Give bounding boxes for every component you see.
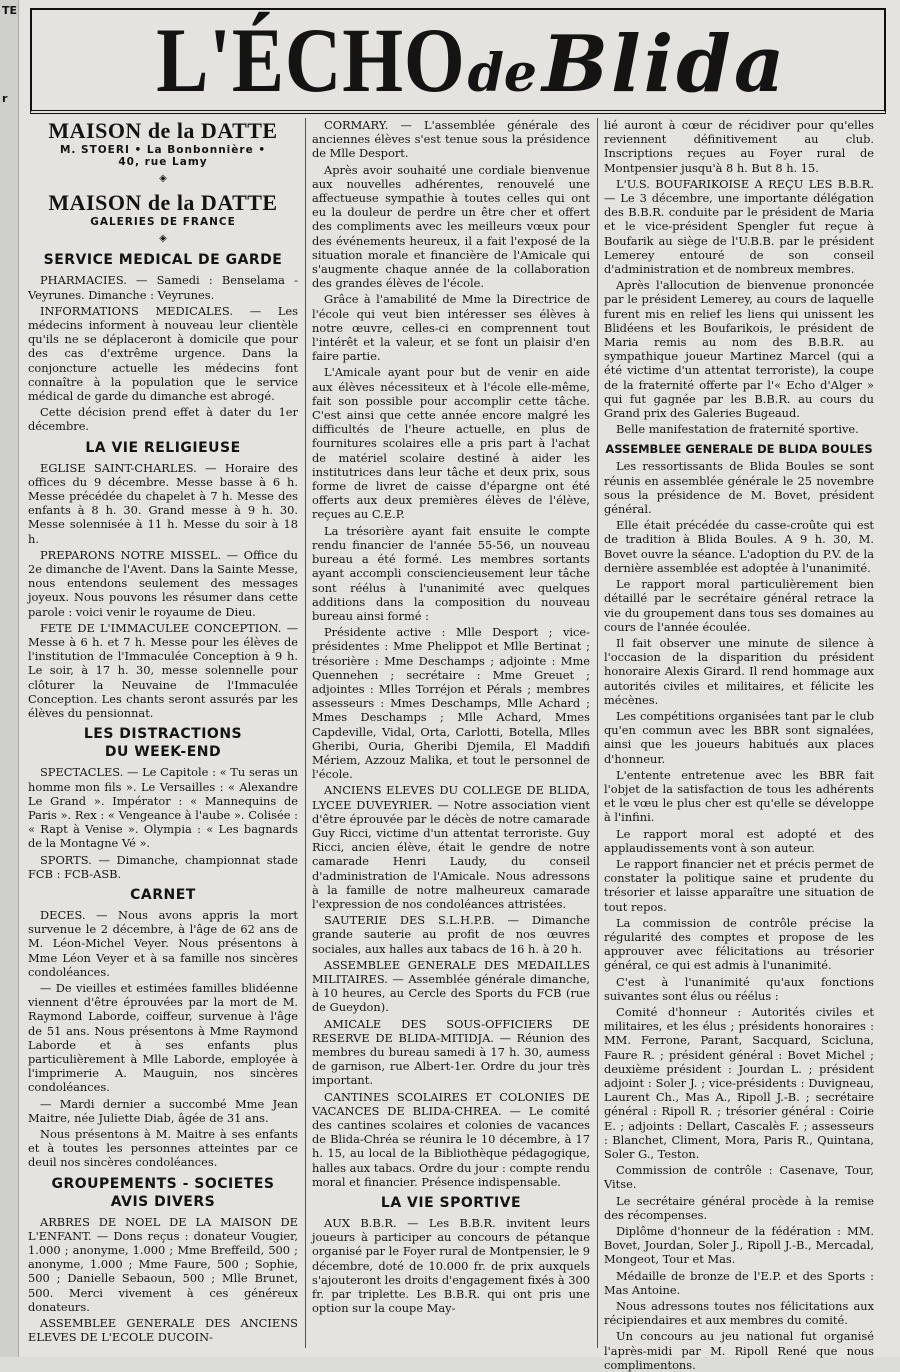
paragraph-rapport-moral: Le rapport moral particulièrement bien détaillé par le secrétaire général retrace la vie du groupement dans tous ses domaines au cours de l'année écoulée. [604, 577, 874, 634]
heading-distractions: LES DISTRACTIONS [83, 726, 243, 743]
paragraph-anciens-eleves: ANCIENS ELEVES DU COLLEGE DE BLIDA, LYCEE DUVEYRIER. — Notre association vient d'être éprouvée par le décès de notre camarade Guy Ricci, victime d'un attentat terroriste. Guy Ricci, ancien élève, était le gendre de notre camarade Henri Laudy, du conseil d'administration de l'Amicale. Nous adressons à la famille de notre malheureux camarade l'expression de nos condoléances attristées. [312, 783, 590, 911]
paragraph-pharmacies: PHARMACIES. — Samedi : Benselama - Veyrunes. Dimanche : Veyrunes. [28, 273, 298, 302]
paragraph-concours: Un concours au jeu national fut organisé l'après-midi par M. Ripoll René que nous complimentons. [604, 1329, 874, 1372]
paragraph-commission: Commission de contrôle : Casenave, Tour, Vitse. [604, 1163, 874, 1192]
adjacent-page-edge [0, 0, 19, 1357]
column-3 [604, 118, 874, 1372]
paragraph-arbres-noel: ARBRES DE NOEL DE LA MAISON DE L'ENFANT. — Dons reçus : donateur Vougier, 1.000 ; anonyme, 1.000 ; Mme Breffeild, 500 ; anonyme, 1.000 ; Mme Faure, 500 ; Sophie, 500 ; Danielle Sebaoun, 500 ; Mlle Brunet, 500. Merci vivement à ces généreux donateurs. [28, 1214, 298, 1314]
advert-maison-datte-2 [28, 190, 298, 228]
paragraph-laborde: — De vieilles et estimées familles blidéenne viennent d'être éprouvées par la mort de M. Raymond Laborde, coiffeur, survenue à l'âge de 51 ans. Nous présentons à Mme Raymond Laborde et à ses enfants plus particulièrement à Mlle Laborde, employée à l'imprimerie A. Mauguin, nos sincères condoléances. [28, 980, 298, 1095]
paragraph-assemblee-ducoin: ASSEMBLEE GENERALE DES ANCIENS ELEVES DE L'ECOLE DUCOIN- [28, 1316, 298, 1345]
paragraph-continuation: lié auront à cœur de récidiver pour qu'elles reviennent définitivement au club. Inscriptions reçues au Foyer rural de Montpensier jusqu'à 8 h. But 8 h. 15. [604, 118, 874, 175]
heading-week-end: DU WEEK-END [104, 744, 222, 761]
advert-title: MAISON de la DATTE [48, 118, 278, 143]
paragraph-diplome: Diplôme d'honneur de la fédération : MM. Bovet, Jourdan, Soler J., Ripoll J.-B., Mercadal, Mongeot, Tour et Mas. [604, 1224, 874, 1267]
advert-address: 40, rue Lamy [118, 156, 208, 168]
edge-fragment-top: TE [2, 4, 18, 17]
advert-title: MAISON de la DATTE [48, 190, 278, 216]
paragraph-recompenses: Le secrétaire général procède à la remise des récompenses. [604, 1193, 874, 1222]
paragraph-directrice: Grâce à l'amabilité de Mme la Directrice de l'école qui veut bien intéresser ses élèves à notre œuvre, celles-ci en comprennent tout l'intérêt et la valeur, et se font un plaisir d'en faire partie. [312, 292, 590, 364]
heading-blida-boules: ASSEMBLEE GENERALE DE BLIDA BOULES [605, 442, 873, 457]
masthead [30, 8, 886, 114]
paragraph-us-boufarikoise: L'U.S. BOUFARIKOISE A REÇU LES B.B.R. — Le 3 décembre, une importante délégation des B.B.R. conduite par le président de Maria et le vice-président Spengler fut reçue à Boufarik au siège de l'U.B.B. par le président Lemerey entouré de son conseil d'administration et de nombreux membres. [604, 176, 874, 277]
paragraph-fraternite: Belle manifestation de fraternité sportive. [616, 422, 859, 437]
paragraph-mardi: — Mardi dernier a succombé Mme Jean Maitre, née Juliette Diab, âgée de 31 ans. [28, 1096, 298, 1125]
paragraph-commission-controle: La commission de contrôle précise la régularité des comptes et propose de les approuver avec félicitations au trésorier général, ce qui est admis à l'unanimité. [604, 915, 874, 973]
heading-carnet: CARNET [130, 886, 196, 903]
diamond-ornament-icon: ◈ [159, 233, 167, 245]
paragraph-spectacles: SPECTACLES. — Le Capitole : « Tu seras un homme mon fils ». Le Versailles : « Alexandre Le Grand ». Impérator : « Mannequins de Paris ». Rex : « Vengeance à l'aube ». Colisée : « Rapt à Venise ». Olympia : « Les bagnards de la Montagne Vé ». [28, 765, 298, 851]
paragraph-sports: SPORTS. — Dimanche, championnat stade FCB : FCB-ASB. [28, 852, 298, 881]
paragraph-informations-medicales: INFORMATIONS MEDICALES. — Les médecins informent à nouveau leur clientèle qu'ils ne se déplaceront à domicile que pour des cas d'extrême urgence. Dans la conjoncture actuelle les médecins font connaître à la population que le service médical de garde du dimanche est abrogé. [28, 303, 298, 404]
heading-avis-divers: AVIS DIVERS [110, 1193, 216, 1210]
paragraph-minute-silence: Il fait observer une minute de silence à l'occasion de la disparition du président honoraire Alexis Girard. Il rend hommage aux autorités civiles et militaires, et félicite les mécènes. [604, 635, 874, 707]
paragraph-sous-officiers: AMICALE DES SOUS-OFFICIERS DE RESERVE DE BLIDA-MITIDJA. — Réunion des membres du bureau samedi à 17 h. 30, aumess de garnison, rue Albert-1er. Ordre du jour très important. [312, 1016, 590, 1088]
paragraph-ressortissants: Les ressortissants de Blida Boules se sont réunis en assemblée générale le 25 novembre sous la présidence de M. Bovet, président général. [604, 459, 874, 517]
paragraph-entente: L'entente entretenue avec les BBR fait l'objet de la satisfaction de tous les adhérents et le vœu le plus cher est qu'elle se développe à l'infini. [604, 767, 874, 825]
heading-vie-religieuse: LA VIE RELIGIEUSE [85, 439, 241, 456]
column-1 [28, 118, 298, 1348]
paragraph-comite-honneur: Comité d'honneur : Autorités civiles et militaires, et les élus ; présidents honoraires : MM. Ferrone, Parant, Sacquard, Scicluna, Faure R. ; président général : Bovet Michel ; deuxième président : Jourdan L. ; président adjoint : Soler J. ; vice-présidents : Duvigneau, Laurent Ch., Mas A., Ripoll J.-B. ; secrétaire général : Ripoll R. ; trésorier général : Coirie E. ; adjoints : Dellart, Cascalès F. ; assesseurs : Blanchet, Climent, Mora, Paris R., Quintana, Soler G., Teston. [604, 1004, 874, 1162]
column-2 [312, 118, 590, 1348]
paragraph-sauterie: SAUTERIE DES S.L.H.P.B. — Dimanche grande sauterie au profit de nos œuvres sociales, aux halles aux tabacs de 16 h. à 20 h. [312, 913, 590, 956]
paragraph-bbr: AUX B.B.R. — Les B.B.R. invitent leurs joueurs à participer au concours de pétanque organisé par le Foyer rural de Montpensier, le 9 décembre, doté de 10.000 fr. de prix auxquels s'ajouteront les droits d'engagement fixés à 300 fr. par triplette. Les B.B.R. qui ont pris une option sur la coupe May- [312, 1216, 590, 1316]
heading-groupements: GROUPEMENTS - SOCIETES [51, 1175, 275, 1192]
paragraph-deces: DECES. — Nous avons appris la mort survenue le 2 décembre, à l'âge de 62 ans de M. Léon-Michel Veyer. Nous présentons à Mme Léon Veyer et à sa famille nos sincères condoléances. [28, 907, 298, 979]
paragraph-rapport-adopte: Le rapport moral est adopté et des applaudissements vont à son auteur. [604, 826, 874, 855]
paragraph-rapport-financier: Le rapport financier net et précis permet de constater la politique saine et prudente du trésorier et laisse apparaître une situation de tout repos. [604, 856, 874, 914]
masthead-de: de [467, 43, 538, 104]
paragraph-eglise: EGLISE SAINT-CHARLES. — Horaire des offices du 9 décembre. Messe basse à 6 h. Messe précédée du chapelet à 7 h. Messe des enfants à 8 h. 30. Grand messe à 9 h. 30. Messe solennisée à 11 h. Messe du soir à 18 h. [28, 460, 298, 546]
heading-vie-sportive: LA VIE SPORTIVE [380, 1195, 522, 1212]
column-rule-2 [597, 118, 598, 1348]
paragraph-medailles: ASSEMBLEE GENERALE DES MEDAILLES MILITAIRES. — Assemblée générale dimanche, à 10 heures, au Cercle des Sports du FCB (rue de Gueydon). [312, 957, 590, 1015]
column-rule-1 [305, 118, 306, 1348]
paragraph-allocution: Après l'allocution de bienvenue prononcée par le président Lemerey, au cours de laquelle furent mis en relief les liens qui unissent les Blidéens et les Boufarikois, le président de Maria remis au nom des B.B.R. au sympathique joueur Martinez Marcel (qui a été victime d'un attentat terroriste), la coupe de la fraternité offerte par l'« Echo d'Alger » qui fut gagnée par les B.B.R. au cours du Grand prix des Galeries Bugeaud. [604, 278, 874, 421]
paragraph-unanimite: C'est à l'unanimité qu'aux fonctions suivantes sont élus ou réélus : [604, 974, 874, 1003]
paragraph-bienvenue: Après avoir souhaité une cordiale bienvenue aux nouvelles adhérentes, renouvelé une affectueuse sympathie à toutes celles qui ont eu la douleur de perdre un être cher et offert des compliments avec les meilleurs vœux pour des événements heureux, il a fait l'exposé de la situation morale et financière de l'Amicale qui s'augmente chaque année de la collaboration des grandes élèves de l'école. [312, 162, 590, 291]
paragraph-missel: PREPARONS NOTRE MISSEL. — Office du 2e dimanche de l'Avent. Dans la Sainte Messe, nous entendons seulement des messages joyeux. Nous pouvons les résumer dans cette parole : voici venir le royaume de Dieu. [28, 547, 298, 619]
paragraph-effet: Cette décision prend effet à dater du 1er décembre. [28, 405, 298, 434]
paragraph-felicitations: Nous adressons toutes nos félicitations aux récipiendaires et aux membres du comité. [604, 1299, 874, 1328]
paragraph-maitre: Nous présentons à M. Maitre à ses enfants et à toutes les personnes atteintes par ce deuil nos sincères condoléances. [28, 1126, 298, 1170]
masthead-blida: Blida [542, 19, 788, 110]
paragraph-tresoriere: La trésorière ayant fait ensuite le compte rendu financier de l'année 55-56, un nouveau bureau a été formé. Les membres sortants ayant accompli consciencieusement leur tâche sont réélus à l'unanimité avec quelques additions dans la composition du nouveau bureau ainsi formé : [312, 523, 590, 623]
paragraph-cantines: CANTINES SCOLAIRES ET COLONIES DE VACANCES DE BLIDA-CHREA. — Le comité des cantines scolaires et colonies de vacances de Blida-Chréa se réunira le 10 décembre, à 17 h. 15, au local de la Bibliothèque pédagogique, halles aux tabacs. Ordre du jour : compte rendu moral et financier. Présence indispensable. [312, 1089, 590, 1189]
edge-fragment-mid: r [2, 92, 8, 105]
paragraph-amicale-but: L'Amicale ayant pour but de venir en aide aux élèves nécessiteux et à l'école elle-même, fait son possible pour accomplir cette tâche. C'est ainsi que cette année encore malgré les difficultés de l'heure actuelle, en plus de fournitures scolaires elle a pris part à l'achat de matériel scolaire destiné à aider les institutrices dans leur tâche et deux prix, sous forme de livret de caisse d'épargne ont été offerts aux deux premières élèves de l'élève, reçues au C.E.P. [312, 365, 590, 522]
advert-subtitle: M. STOERI • La Bonbonnière • [59, 144, 267, 156]
advert-subtitle: GALERIES DE FRANCE [90, 216, 236, 229]
paragraph-fete: FETE DE L'IMMACULEE CONCEPTION. — Messe à 6 h. et 7 h. Messe pour les élèves de l'institution de l'Immaculée Conception à 9 h. Le soir, à 17 h. 30, messe solennelle pour clôturer la Neuvaine de l'Immaculée Conception. Les chants seront assurés par les élèves du pensionnat. [28, 620, 298, 721]
heading-service-medical: SERVICE MEDICAL DE GARDE [43, 252, 283, 269]
paragraph-casse-croute: Elle était précédée du casse-croûte qui est de tradition à Blida Boules. A 9 h. 30, M. Bovet ouvre la séance. L'adoption du P.V. de la dernière assemblée est adoptée à l'unanimité. [604, 518, 874, 575]
masthead-echo: L'ÉCHO [155, 9, 466, 111]
paragraph-competitions: Les compétitions organisées tant par le club qu'en commun avec les BBR sont signalées, ainsi que les joueurs habitués aux places d'honneur. [604, 708, 874, 766]
paragraph-medaille: Médaille de bronze de l'E.P. et des Sports : Mas Antoine. [604, 1268, 874, 1297]
diamond-ornament-icon: ◈ [159, 173, 167, 184]
advert-maison-datte-1 [28, 118, 298, 168]
paragraph-cormary: CORMARY. — L'assemblée générale des anciennes élèves s'est tenue sous la présidence de Mlle Desport. [312, 118, 590, 161]
paragraph-bureau: Présidente active : Mlle Desport ; vice-présidentes : Mme Phelippot et Mlle Bertinat ; trésorière : Mme Deschamps ; adjointe : Mme Quennehen ; secrétaire : Mme Greuet ; adjointes : Mlles Torréjon et Pérals ; membres assesseurs : Mmes Deschamps, Mlle Achard ; Mmes Deschamps ; Mlle Achard, Mmes Capdeville, Vidal, Orta, Carlotti, Botella, Mlles Gheribi, Ouria, Gheribi Djemila, El Maddifi Mériem, Azzouz Malika, et tout le personnel de l'école. [312, 625, 590, 782]
